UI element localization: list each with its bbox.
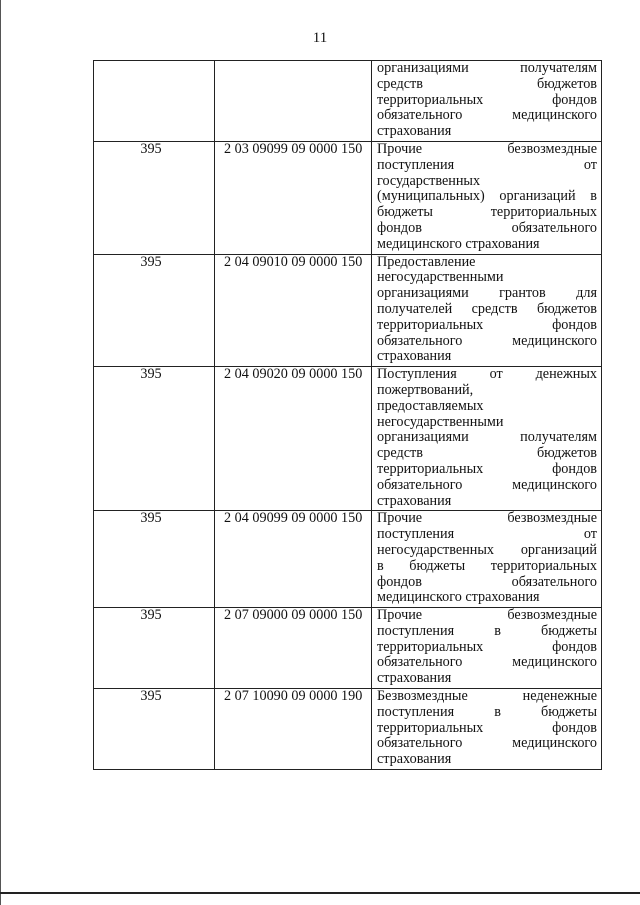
income-name-line: территориальных фондов	[377, 460, 597, 477]
income-name-line: организациями грантов для	[377, 285, 597, 302]
income-name-line: пожертвований,	[377, 381, 474, 398]
income-name-line: территориальных фондов	[377, 638, 597, 655]
income-name-cell	[372, 689, 602, 770]
income-name-line: Безвозмездные неденежные	[377, 688, 597, 705]
income-name-line: Прочие безвозмездные	[377, 140, 597, 157]
table-row	[94, 689, 602, 770]
budget-code-cell: 2 07 09000 09 0000 150	[215, 608, 372, 689]
income-name-cell	[372, 254, 602, 367]
income-name-line: территориальных фондов	[377, 91, 597, 108]
income-name-line: обязательного медицинского	[377, 476, 597, 493]
budget-codes-table	[93, 60, 602, 770]
income-name-line: страхования	[377, 123, 452, 140]
income-name-line: обязательного медицинского	[377, 735, 597, 752]
income-name-line: территориальных фондов	[377, 719, 597, 736]
budget-code-cell	[215, 61, 372, 142]
table-row	[94, 254, 602, 367]
income-name-line: страхования	[377, 670, 452, 687]
income-name-line: территориальных фондов	[377, 316, 597, 333]
income-name-cell	[372, 608, 602, 689]
scan-left-edge	[0, 0, 1, 905]
income-name-line: фондов обязательного	[377, 219, 597, 236]
income-name-line: предоставляемых	[377, 397, 484, 414]
admin-code-cell: 395	[94, 367, 215, 511]
income-name-line: средств бюджетов	[377, 75, 597, 92]
income-name-line: организациями получателям	[377, 60, 597, 76]
admin-code-cell: 395	[94, 608, 215, 689]
income-name-cell	[372, 61, 602, 142]
admin-code-cell: 395	[94, 254, 215, 367]
income-name-line: поступления в бюджеты	[377, 703, 597, 720]
income-name-line: обязательного медицинского	[377, 332, 597, 349]
page-number: 11	[312, 30, 328, 46]
income-name-line: бюджеты территориальных	[377, 204, 597, 221]
income-name-line: поступления от	[377, 526, 597, 543]
income-name-line: обязательного медицинского	[377, 107, 597, 124]
budget-code-cell: 2 04 09010 09 0000 150	[215, 254, 372, 367]
income-name-line: в бюджеты территориальных	[377, 557, 597, 574]
table-row	[94, 141, 602, 254]
income-name-cell	[372, 141, 602, 254]
income-name-line: негосударственными	[377, 413, 504, 430]
budget-code-cell: 2 03 09099 09 0000 150	[215, 141, 372, 254]
income-name-line: Прочие безвозмездные	[377, 510, 597, 527]
table-row	[94, 367, 602, 511]
income-name-line: государственных	[377, 172, 481, 189]
income-name-line: Поступления от денежных	[377, 366, 597, 383]
budget-code-cell: 2 04 09099 09 0000 150	[215, 511, 372, 608]
table-row	[94, 608, 602, 689]
income-name-line: обязательного медицинского	[377, 654, 597, 671]
budget-code-cell: 2 04 09020 09 0000 150	[215, 367, 372, 511]
income-name-line: организациями получателям	[377, 429, 597, 446]
table-body	[94, 61, 602, 770]
income-name-line: негосударственными	[377, 269, 504, 286]
admin-code-cell: 395	[94, 141, 215, 254]
income-name-line: страхования	[377, 751, 452, 768]
admin-code-cell: 395	[94, 689, 215, 770]
income-name-line: медицинского страхования	[377, 235, 540, 252]
income-name-line: медицинского страхования	[377, 589, 540, 606]
income-name-line: страхования	[377, 492, 452, 509]
income-name-line: (муниципальных) организаций в	[377, 188, 597, 205]
income-name-line: негосударственных организаций	[377, 541, 597, 558]
admin-code-cell: 395	[94, 511, 215, 608]
income-name-line: страхования	[377, 348, 452, 365]
income-name-line: поступления в бюджеты	[377, 622, 597, 639]
income-name-line: фондов обязательного	[377, 573, 597, 590]
income-name-cell	[372, 511, 602, 608]
income-name-line: Предоставление	[377, 253, 476, 270]
budget-code-cell: 2 07 10090 09 0000 190	[215, 689, 372, 770]
admin-code-cell	[94, 61, 215, 142]
table-row	[94, 61, 602, 142]
income-name-cell	[372, 367, 602, 511]
income-name-line: получателей средств бюджетов	[377, 300, 597, 317]
income-name-line: поступления от	[377, 156, 597, 173]
scan-bottom-edge	[0, 892, 640, 894]
income-name-line: средств бюджетов	[377, 445, 597, 462]
income-name-line: Прочие безвозмездные	[377, 607, 597, 624]
table-row	[94, 511, 602, 608]
